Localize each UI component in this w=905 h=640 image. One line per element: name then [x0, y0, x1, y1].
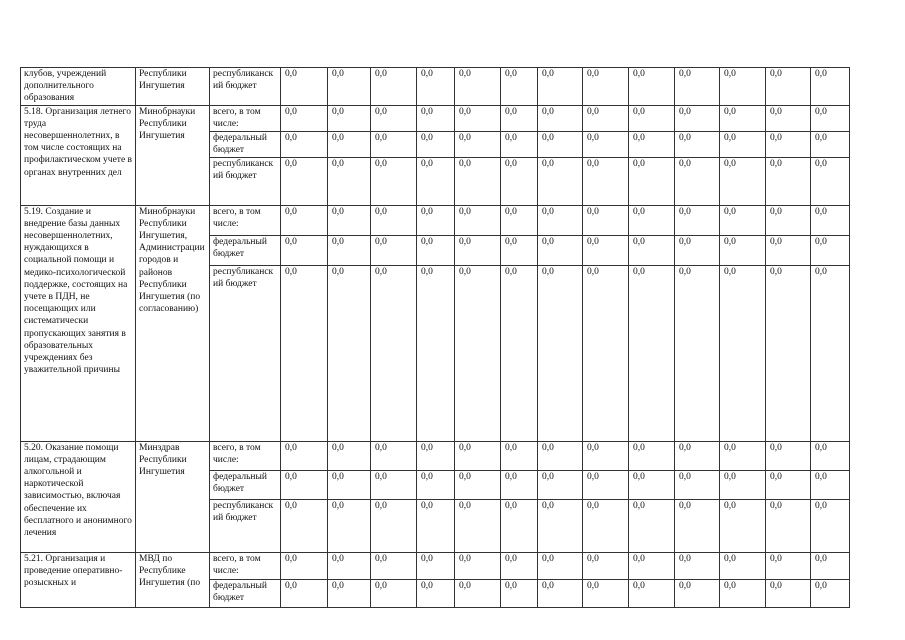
value-cell: 0,0: [417, 235, 455, 265]
value-cell: 0,0: [538, 499, 583, 552]
value-cell: 0,0: [720, 105, 766, 131]
value-cell: 0,0: [501, 68, 538, 106]
value-cell: 0,0: [501, 579, 538, 607]
value-cell: 0,0: [538, 131, 583, 157]
value-cell: 0,0: [629, 157, 675, 205]
value-cell: 0,0: [766, 441, 811, 470]
value-cell: 0,0: [720, 470, 766, 499]
value-cell: 0,0: [417, 441, 455, 470]
funding-source-cell: федеральный бюджет: [210, 131, 281, 157]
value-cell: 0,0: [811, 131, 850, 157]
value-cell: 0,0: [501, 157, 538, 205]
value-cell: 0,0: [629, 235, 675, 265]
value-cell: 0,0: [281, 68, 328, 106]
value-cell: 0,0: [538, 205, 583, 235]
executor-cell: Республики Ингушетия: [136, 68, 210, 106]
value-cell: 0,0: [766, 579, 811, 607]
value-cell: 0,0: [629, 205, 675, 235]
funding-source-cell: всего, в том числе:: [210, 105, 281, 131]
value-cell: 0,0: [629, 131, 675, 157]
value-cell: 0,0: [455, 552, 501, 579]
value-cell: 0,0: [583, 470, 629, 499]
value-cell: 0,0: [371, 441, 417, 470]
value-cell: 0,0: [455, 470, 501, 499]
value-cell: 0,0: [583, 157, 629, 205]
value-cell: 0,0: [501, 105, 538, 131]
value-cell: 0,0: [629, 105, 675, 131]
value-cell: 0,0: [675, 68, 720, 106]
funding-source-cell: федеральный бюджет: [210, 579, 281, 607]
funding-source-cell: республиканский бюджет: [210, 68, 281, 106]
value-cell: 0,0: [538, 552, 583, 579]
executor-cell: Минобрнауки Республики Ингушетия: [136, 105, 210, 205]
value-cell: 0,0: [811, 499, 850, 552]
value-cell: 0,0: [328, 205, 371, 235]
value-cell: 0,0: [675, 157, 720, 205]
value-cell: 0,0: [328, 157, 371, 205]
value-cell: 0,0: [371, 205, 417, 235]
value-cell: 0,0: [675, 131, 720, 157]
value-cell: 0,0: [675, 579, 720, 607]
value-cell: 0,0: [417, 265, 455, 441]
value-cell: 0,0: [501, 131, 538, 157]
value-cell: 0,0: [720, 235, 766, 265]
value-cell: 0,0: [417, 131, 455, 157]
value-cell: 0,0: [455, 131, 501, 157]
value-cell: 0,0: [328, 105, 371, 131]
value-cell: 0,0: [371, 235, 417, 265]
value-cell: 0,0: [281, 205, 328, 235]
value-cell: 0,0: [629, 579, 675, 607]
value-cell: 0,0: [766, 470, 811, 499]
table-row: [21, 552, 850, 579]
value-cell: 0,0: [629, 470, 675, 499]
value-cell: 0,0: [417, 579, 455, 607]
value-cell: 0,0: [538, 68, 583, 106]
value-cell: 0,0: [501, 499, 538, 552]
value-cell: 0,0: [417, 68, 455, 106]
measure-name-cell: 5.20. Оказание помощи лицам, страдающим алкогольной и наркотической зависимостью, включая обеспечение их бесплатного и анонимного лечения: [21, 441, 136, 552]
value-cell: 0,0: [811, 157, 850, 205]
value-cell: 0,0: [455, 499, 501, 552]
value-cell: 0,0: [417, 552, 455, 579]
value-cell: 0,0: [328, 579, 371, 607]
value-cell: 0,0: [583, 499, 629, 552]
value-cell: 0,0: [766, 157, 811, 205]
value-cell: 0,0: [417, 157, 455, 205]
value-cell: 0,0: [629, 441, 675, 470]
value-cell: 0,0: [811, 470, 850, 499]
value-cell: 0,0: [766, 105, 811, 131]
value-cell: 0,0: [583, 105, 629, 131]
value-cell: 0,0: [720, 68, 766, 106]
value-cell: 0,0: [501, 441, 538, 470]
value-cell: 0,0: [371, 157, 417, 205]
value-cell: 0,0: [583, 441, 629, 470]
measure-name-cell: 5.21. Организация и проведение оперативно-розыскных и: [21, 552, 136, 607]
value-cell: 0,0: [371, 579, 417, 607]
funding-source-cell: республиканский бюджет: [210, 499, 281, 552]
value-cell: 0,0: [675, 265, 720, 441]
value-cell: 0,0: [328, 68, 371, 106]
value-cell: 0,0: [720, 499, 766, 552]
value-cell: 0,0: [538, 265, 583, 441]
value-cell: 0,0: [811, 579, 850, 607]
value-cell: 0,0: [328, 265, 371, 441]
value-cell: 0,0: [811, 265, 850, 441]
table-row: [21, 205, 850, 235]
value-cell: 0,0: [766, 205, 811, 235]
value-cell: 0,0: [766, 552, 811, 579]
value-cell: 0,0: [281, 131, 328, 157]
value-cell: 0,0: [281, 499, 328, 552]
value-cell: 0,0: [455, 579, 501, 607]
value-cell: 0,0: [281, 235, 328, 265]
executor-cell: Минздрав Республики Ингушетия: [136, 441, 210, 552]
measure-name-cell: 5.19. Создание и внедрение базы данных несовершеннолетних, нуждающихся в социальной помощи и медико-психологической поддержке, состоящих на учете в ПДН, не посещающих или систематически пропускающих занятия в образовательных учреждениях без уважительной причины: [21, 205, 136, 441]
table-body: [21, 68, 850, 608]
executor-cell: МВД по Республике Ингушетия (по: [136, 552, 210, 607]
value-cell: 0,0: [766, 131, 811, 157]
funding-source-cell: республиканский бюджет: [210, 157, 281, 205]
value-cell: 0,0: [766, 265, 811, 441]
value-cell: 0,0: [328, 470, 371, 499]
value-cell: 0,0: [811, 205, 850, 235]
value-cell: 0,0: [328, 441, 371, 470]
value-cell: 0,0: [583, 131, 629, 157]
funding-source-cell: всего, в том числе:: [210, 552, 281, 579]
value-cell: 0,0: [811, 552, 850, 579]
value-cell: 0,0: [538, 579, 583, 607]
value-cell: 0,0: [538, 157, 583, 205]
value-cell: 0,0: [281, 579, 328, 607]
value-cell: 0,0: [583, 265, 629, 441]
value-cell: 0,0: [675, 499, 720, 552]
funding-source-cell: федеральный бюджет: [210, 235, 281, 265]
funding-source-cell: всего, в том числе:: [210, 441, 281, 470]
executor-cell: Минобрнауки Республики Ингушетия, Администрации городов и районов Республики Ингушетия (по согласованию): [136, 205, 210, 441]
value-cell: 0,0: [501, 552, 538, 579]
value-cell: 0,0: [720, 205, 766, 235]
funding-source-cell: федеральный бюджет: [210, 470, 281, 499]
value-cell: 0,0: [371, 499, 417, 552]
measure-name-cell: клубов, учреждений дополнительного образования: [21, 68, 136, 106]
value-cell: 0,0: [281, 105, 328, 131]
value-cell: 0,0: [583, 552, 629, 579]
value-cell: 0,0: [501, 470, 538, 499]
value-cell: 0,0: [629, 68, 675, 106]
table-row: [21, 68, 850, 106]
value-cell: 0,0: [629, 499, 675, 552]
value-cell: 0,0: [281, 552, 328, 579]
value-cell: 0,0: [417, 470, 455, 499]
value-cell: 0,0: [455, 235, 501, 265]
value-cell: 0,0: [583, 68, 629, 106]
measure-name-cell: 5.18. Организация летнего труда несовершеннолетних, в том числе состоящих на профилактическом учете в органах внутренних дел: [21, 105, 136, 205]
funding-source-cell: республиканский бюджет: [210, 265, 281, 441]
value-cell: 0,0: [766, 499, 811, 552]
value-cell: 0,0: [720, 441, 766, 470]
value-cell: 0,0: [538, 105, 583, 131]
value-cell: 0,0: [371, 470, 417, 499]
value-cell: 0,0: [675, 235, 720, 265]
value-cell: 0,0: [328, 131, 371, 157]
value-cell: 0,0: [629, 552, 675, 579]
value-cell: 0,0: [720, 265, 766, 441]
table-row: [21, 105, 850, 131]
value-cell: 0,0: [455, 441, 501, 470]
value-cell: 0,0: [811, 68, 850, 106]
value-cell: 0,0: [675, 205, 720, 235]
value-cell: 0,0: [281, 265, 328, 441]
value-cell: 0,0: [675, 441, 720, 470]
value-cell: 0,0: [766, 68, 811, 106]
value-cell: 0,0: [675, 470, 720, 499]
value-cell: 0,0: [720, 157, 766, 205]
value-cell: 0,0: [417, 499, 455, 552]
table-row: [21, 441, 850, 470]
value-cell: 0,0: [720, 131, 766, 157]
value-cell: 0,0: [811, 235, 850, 265]
value-cell: 0,0: [455, 157, 501, 205]
value-cell: 0,0: [281, 470, 328, 499]
value-cell: 0,0: [583, 579, 629, 607]
value-cell: 0,0: [583, 235, 629, 265]
funding-source-cell: всего, в том числе:: [210, 205, 281, 235]
value-cell: 0,0: [455, 105, 501, 131]
value-cell: 0,0: [766, 235, 811, 265]
value-cell: 0,0: [675, 552, 720, 579]
value-cell: 0,0: [501, 205, 538, 235]
value-cell: 0,0: [281, 157, 328, 205]
value-cell: 0,0: [811, 105, 850, 131]
value-cell: 0,0: [328, 552, 371, 579]
value-cell: 0,0: [455, 265, 501, 441]
value-cell: 0,0: [371, 105, 417, 131]
value-cell: 0,0: [538, 235, 583, 265]
value-cell: 0,0: [371, 131, 417, 157]
value-cell: 0,0: [720, 552, 766, 579]
value-cell: 0,0: [501, 235, 538, 265]
value-cell: 0,0: [371, 68, 417, 106]
value-cell: 0,0: [455, 68, 501, 106]
value-cell: 0,0: [720, 579, 766, 607]
value-cell: 0,0: [371, 265, 417, 441]
value-cell: 0,0: [629, 265, 675, 441]
value-cell: 0,0: [811, 441, 850, 470]
value-cell: 0,0: [328, 235, 371, 265]
value-cell: 0,0: [675, 105, 720, 131]
value-cell: 0,0: [371, 552, 417, 579]
value-cell: 0,0: [538, 441, 583, 470]
budget-table: [20, 67, 850, 608]
value-cell: 0,0: [328, 499, 371, 552]
value-cell: 0,0: [501, 265, 538, 441]
value-cell: 0,0: [417, 205, 455, 235]
value-cell: 0,0: [417, 105, 455, 131]
value-cell: 0,0: [583, 205, 629, 235]
value-cell: 0,0: [455, 205, 501, 235]
value-cell: 0,0: [538, 470, 583, 499]
value-cell: 0,0: [281, 441, 328, 470]
